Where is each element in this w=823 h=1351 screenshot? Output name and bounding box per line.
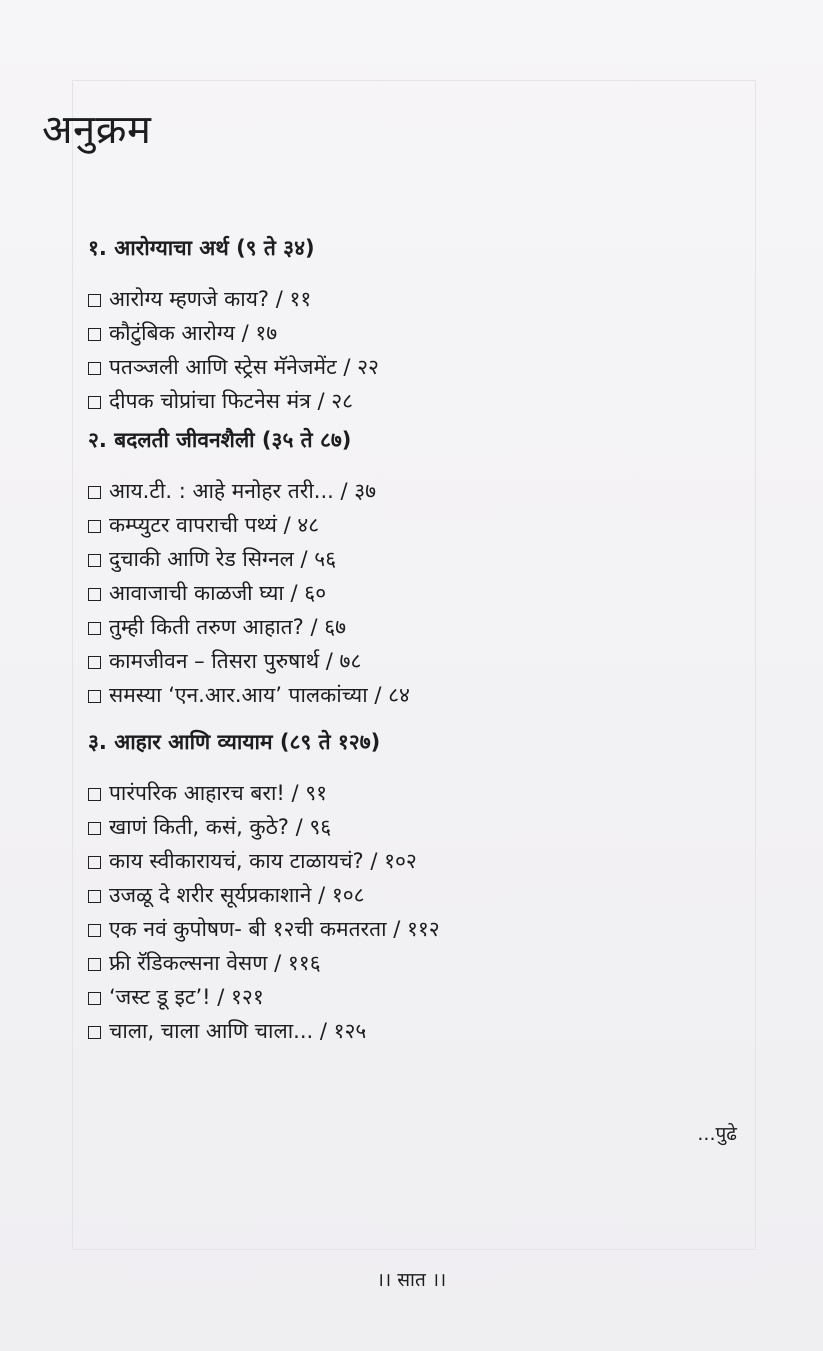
list-item xyxy=(88,946,440,980)
checkbox-icon xyxy=(88,890,101,903)
continued-label: ...पुढे xyxy=(697,1123,737,1145)
section-heading: १. आरोग्याचा अर्थ (९ ते ३४) xyxy=(88,236,315,260)
list-item xyxy=(88,980,440,1014)
list-item-label: चाला, चाला आणि चाला... / १२५ xyxy=(109,1019,367,1043)
checkbox-icon xyxy=(88,822,101,835)
list-item-label: आवाजाची काळजी घ्या / ६० xyxy=(109,581,327,605)
list-item xyxy=(88,384,379,418)
list-item-label: कम्प्युटर वापराची पथ्यं / ४८ xyxy=(109,513,320,537)
list-item-label: काय स्वीकारायचं, काय टाळायचं? / १०२ xyxy=(109,849,417,873)
checkbox-icon xyxy=(88,924,101,937)
checkbox-icon xyxy=(88,690,101,703)
list-item-label: उजळू दे शरीर सूर्यप्रकाशाने / १०८ xyxy=(109,883,365,907)
checkbox-icon xyxy=(88,554,101,567)
section-heading: ३. आहार आणि व्यायाम (८९ ते १२७) xyxy=(88,730,381,754)
section-2 xyxy=(88,424,410,712)
list-item xyxy=(88,610,410,644)
checkbox-icon xyxy=(88,328,101,341)
section-heading: २. बदलती जीवनशैली (३५ ते ८७) xyxy=(88,428,352,452)
checkbox-icon xyxy=(88,958,101,971)
list-item-label: आरोग्य म्हणजे काय? / ११ xyxy=(109,287,312,311)
checkbox-icon xyxy=(88,788,101,801)
list-item xyxy=(88,678,410,712)
list-item-label: तुम्ही किती तरुण आहात? / ६७ xyxy=(109,615,347,639)
list-item-label: समस्या ‘एन.आर.आय’ पालकांच्या / ८४ xyxy=(109,683,410,707)
list-item xyxy=(88,776,440,810)
list-item-label: दुचाकी आणि रेड सिग्नल / ५६ xyxy=(109,547,337,571)
list-item xyxy=(88,282,379,316)
checkbox-icon xyxy=(88,294,101,307)
page-number: ।। सात ।। xyxy=(376,1269,447,1291)
checkbox-icon xyxy=(88,992,101,1005)
list-item xyxy=(88,542,410,576)
list-item xyxy=(88,878,440,912)
list-item-label: पतञ्जली आणि स्ट्रेस मॅनेजमेंट / २२ xyxy=(109,355,379,379)
section-1 xyxy=(88,232,379,418)
checkbox-icon xyxy=(88,362,101,375)
page-title: अनुक्रम xyxy=(42,107,152,153)
list-item xyxy=(88,844,440,878)
list-item xyxy=(88,474,410,508)
checkbox-icon xyxy=(88,520,101,533)
checkbox-icon xyxy=(88,1026,101,1039)
list-item-label: पारंपरिक आहारच बरा! / ९१ xyxy=(109,781,328,805)
checkbox-icon xyxy=(88,856,101,869)
list-item xyxy=(88,912,440,946)
list-item xyxy=(88,350,379,384)
list-item xyxy=(88,576,410,610)
checkbox-icon xyxy=(88,396,101,409)
list-item xyxy=(88,810,440,844)
list-item-label: कामजीवन – तिसरा पुरुषार्थ / ७८ xyxy=(109,649,362,673)
list-item xyxy=(88,1014,440,1048)
checkbox-icon xyxy=(88,622,101,635)
list-item-label: दीपक चोप्रांचा फिटनेस मंत्र / २८ xyxy=(109,389,354,413)
checkbox-icon xyxy=(88,588,101,601)
list-item-label: फ्री रॅडिकल्सना वेसण / ११६ xyxy=(109,951,321,975)
list-item-label: ‘जस्ट डू इट’! / १२१ xyxy=(109,985,264,1009)
list-item xyxy=(88,508,410,542)
list-item-label: आय.टी. : आहे मनोहर तरी... / ३७ xyxy=(109,479,377,503)
checkbox-icon xyxy=(88,656,101,669)
list-item xyxy=(88,316,379,350)
section-3 xyxy=(88,726,440,1048)
list-item-label: एक नवं कुपोषण- बी १२ची कमतरता / ११२ xyxy=(109,917,440,941)
list-item-label: कौटुंबिक आरोग्य / १७ xyxy=(109,321,278,345)
checkbox-icon xyxy=(88,486,101,499)
list-item-label: खाणं किती, कसं, कुठे? / ९६ xyxy=(109,815,332,839)
list-item xyxy=(88,644,410,678)
